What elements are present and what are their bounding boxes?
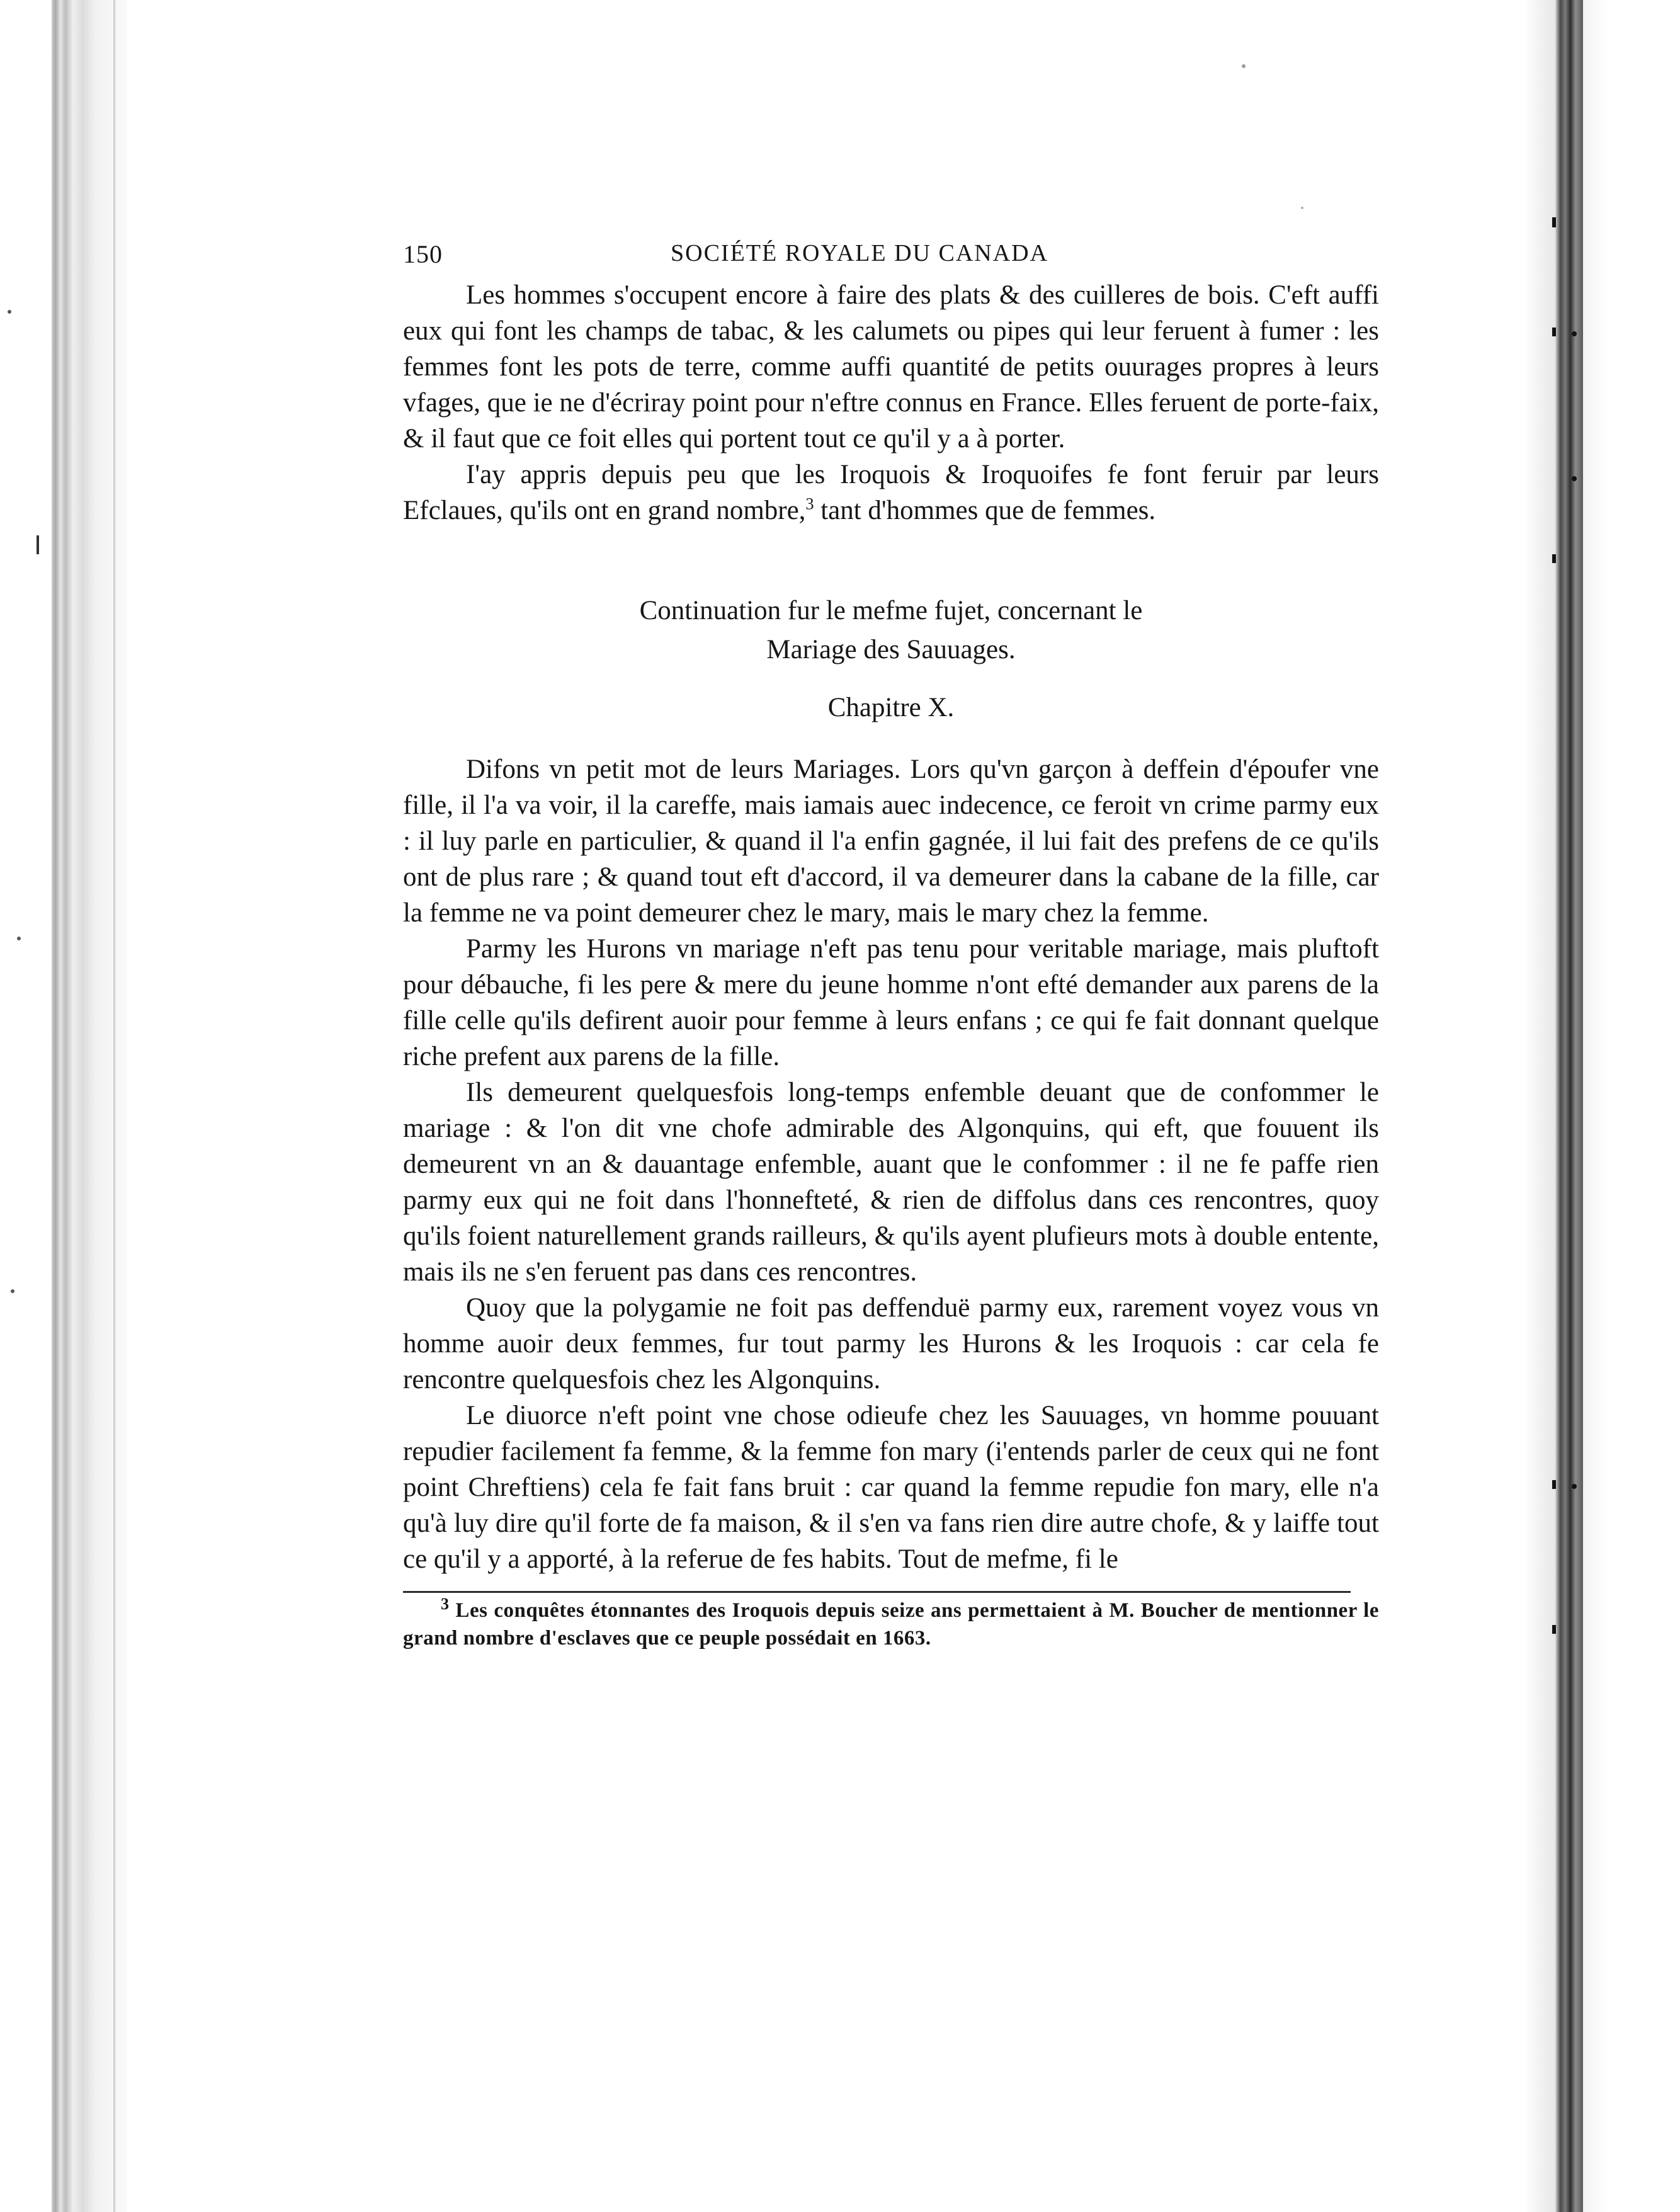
section-heading-line: Mariage des Sauuages. bbox=[766, 635, 1016, 664]
page-header bbox=[403, 239, 1379, 277]
section-heading-line: Continuation fur le mefme fujet, concernant le bbox=[639, 596, 1143, 625]
paragraph: Difons vn petit mot de leurs Mariages. Lors qu'vn garçon à deffein d'époufer vne fille, il l'a va voir, il la careffe, mais iamais auec indecence, ce feroit vn crime parmy eux : il luy parle en particulier, & quand il l'a enfin gagnée, il lui fait des prefens de ce qu'ils ont de plus rare ; & quand tout eft d'accord, il va demeurer dans la cabane de la fille, car la femme ne va point demeurer chez le mary, mais le mary chez la femme. bbox=[403, 755, 1379, 928]
footnote-text: Les conquêtes étonnantes des Iroquois depuis seize ans permettaient à M. Boucher de mentionner le grand nombre d'esclaves que ce peuple possédait en 1663. bbox=[403, 1599, 1379, 1650]
footnote-marker: 3 bbox=[441, 1595, 450, 1613]
paragraph: Quoy que la polygamie ne foit pas deffenduë parmy eux, rarement voyez vous vn homme auoir deux femmes, fur tout parmy les Hurons & les Iroquois : car cela fe rencontre quelquesfois chez les Algonquins. bbox=[403, 1293, 1379, 1394]
paragraph: Les hommes s'occupent encore à faire des plats & des cuilleres de bois. C'eft auffi eux qui font les champs de tabac, & les calumets ou pipes qui leur feruent à fumer : les femmes font les pots de terre, comme auffi quantité de petits ouurages propres à leurs vfages, que ie ne d'écriray point pour n'eftre connus en France. Elles feruent de porte-faix, & il faut que ce foit elles qui portent tout ce qu'il y a à porter. bbox=[403, 280, 1379, 453]
chapter-title: Chapitre X. bbox=[827, 693, 955, 722]
section-heading bbox=[403, 591, 1379, 670]
paragraph bbox=[403, 457, 1379, 528]
paragraph: Parmy les Hurons vn mariage n'eft pas tenu pour veritable mariage, mais pluftoft pour débauche, fi les pere & mere du jeune homme n'ont efté demander aux parens de la fille celle qu'ils defirent auoir pour femme à leurs enfans ; ce qui fe fait donnant quelque riche prefent aux parens de la fille. bbox=[403, 934, 1379, 1071]
footnote-reference: 3 bbox=[805, 494, 814, 513]
paragraph-text: I'ay appris depuis peu que les Iroquois & Iroquoifes fe font feruir par leurs Efclaues, qu'ils ont en grand nombre, bbox=[403, 460, 1379, 525]
paragraph: Ils demeurent quelquesfois long-temps enfemble deuant que de confommer le mariage : & l'on dit vne chofe admirable des Algonquins, qui eft, que fouuent ils demeurent vn an & dauantage enfemble, auant que le confommer : il ne fe paffe rien parmy eux qui ne foit dans l'honnefteté, & rien de diffolus dans ces rencontres, quoy qu'ils foient naturellement grands railleurs, & qu'ils ayent plufieurs mots à double entente, mais ils ne s'en feruent pas dans ces rencontres. bbox=[403, 1078, 1379, 1287]
page-content bbox=[403, 239, 1379, 1652]
footnote bbox=[403, 1597, 1379, 1652]
paragraph-text: tant d'hommes que de femmes. bbox=[814, 496, 1156, 525]
footnote-rule bbox=[403, 1591, 1351, 1593]
running-head: SOCIÉTÉ ROYALE DU CANADA bbox=[671, 240, 1049, 266]
page-number: 150 bbox=[403, 240, 443, 268]
paragraph: Le diuorce n'eft point vne chose odieufe chez les Sauuages, vn homme pouuant repudier facilement fa femme, & la femme fon mary (i'entends parler de ceux qui ne font point Chreftiens) cela fe fait fans bruit : car quand la femme repudie fon mary, elle n'a qu'à luy dire qu'il forte de fa maison, & il s'en va fans rien dire autre chofe, & y laiffe tout ce qu'il y a apporté, à la referue de fes habits. Tout de mefme, fi le bbox=[403, 1401, 1379, 1574]
